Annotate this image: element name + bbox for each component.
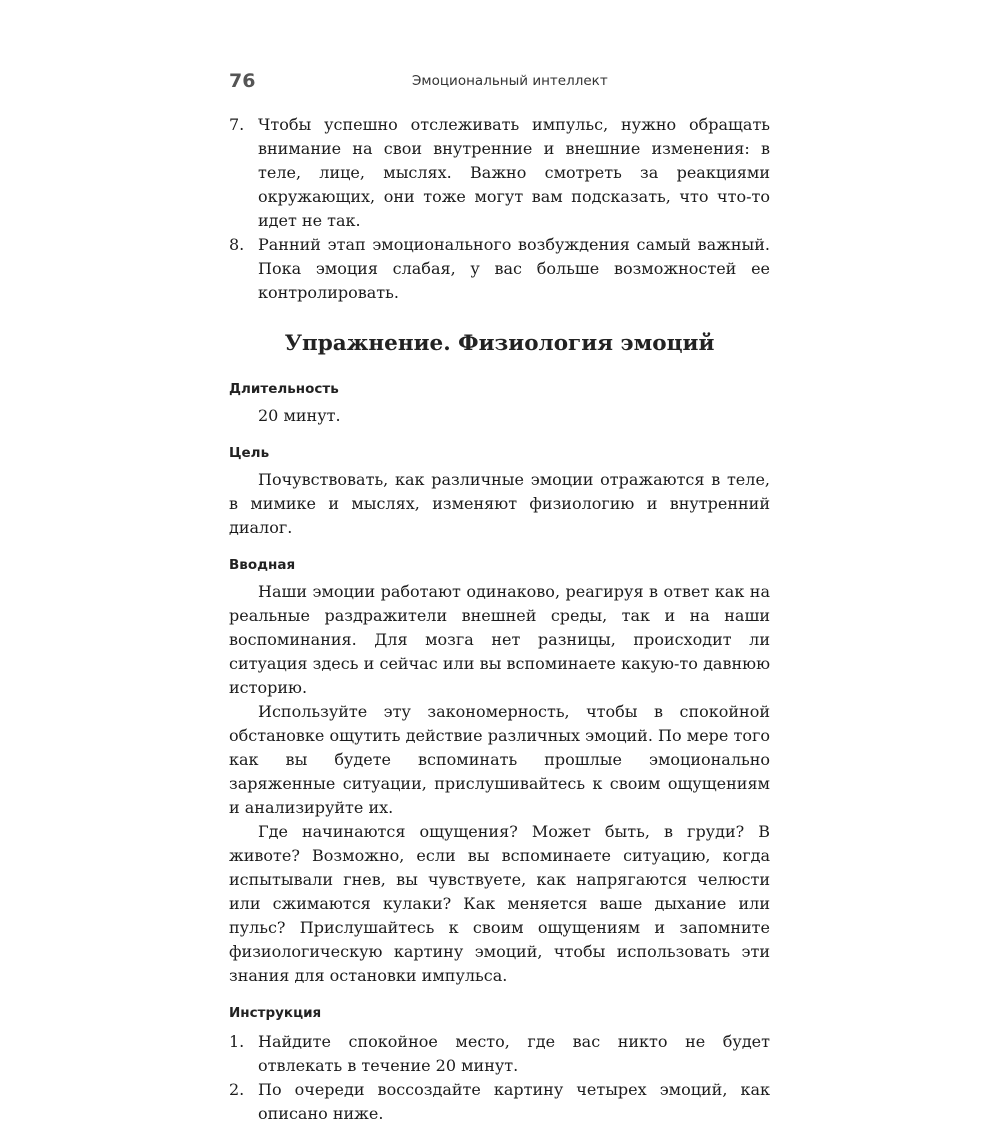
instructions-list: [229, 1030, 770, 1126]
intro-list: [229, 113, 770, 305]
list-item-number: 8.: [229, 235, 245, 254]
page-body: [229, 113, 770, 1126]
list-item-number: 1.: [229, 1032, 245, 1051]
intro-paragraph: Наши эмоции работают одинаково, реагируя в ответ как на реальные раздражители внешней среды, так и на наши воспоминания. Для мозга нет разницы, происходит ли ситуация здесь и сейчас или вы вспоминаете какую-то давнюю историю.: [229, 582, 770, 697]
goal-text: Почувствовать, как различные эмоции отражаются в теле, в мимике и мыслях, изменяют физиологию и внутренний диалог.: [229, 470, 770, 537]
list-item: [229, 1030, 770, 1078]
instructions-heading: Инструкция: [229, 1005, 322, 1021]
exercise-title: Упражнение. Физиология эмоций: [284, 331, 715, 356]
goal-heading: Цель: [229, 445, 270, 461]
list-item: [229, 113, 770, 233]
duration-heading: Длительность: [229, 381, 339, 397]
list-item-text: Найдите спокойное место, где вас никто не будет отвлекать в течение 20 минут.: [258, 1032, 770, 1075]
intro-paragraph: Используйте эту закономерность, чтобы в спокойной обстановке ощутить действие различных эмоций. По мере того как вы будете вспоминать прошлые эмоционально заряженные ситуации, прислушивайтесь к своим ощущениям и анализируйте их.: [229, 702, 770, 817]
page-header: [229, 70, 769, 100]
page-number: 76: [229, 70, 256, 92]
list-item-number: 7.: [229, 115, 245, 134]
list-item-text: По очереди воссоздайте картину четырех эмоций, как описано ниже.: [258, 1080, 770, 1123]
intro-paragraph: Где начинаются ощущения? Может быть, в груди? В животе? Возможно, если вы вспоминаете ситуацию, когда испытывали гнев, вы чувствуете, как напрягаются челюсти или сжимаются кулаки? Как меняется ваше дыхание или пульс? Прислушайтесь к своим ощущениям и запомните физиологическую картину эмоций, чтобы использовать эти знания для остановки импульса.: [229, 822, 770, 985]
list-item-text: Ранний этап эмоционального возбуждения самый важный. Пока эмоция слабая, у вас больше возможностей ее контролировать.: [258, 235, 770, 302]
duration-text: 20 минут.: [258, 406, 341, 425]
list-item-text: Чтобы успешно отслеживать импульс, нужно обращать внимание на свои внутренние и внешние изменения: в теле, лице, мыслях. Важно смотреть за реакциями окружающих, они тоже могут вам подсказать, что что-то идет не так.: [258, 115, 770, 230]
list-item: [229, 233, 770, 305]
list-item: [229, 1078, 770, 1126]
running-head: Эмоциональный интеллект: [412, 73, 608, 89]
list-item-number: 2.: [229, 1080, 245, 1099]
intro-heading: Вводная: [229, 557, 296, 573]
